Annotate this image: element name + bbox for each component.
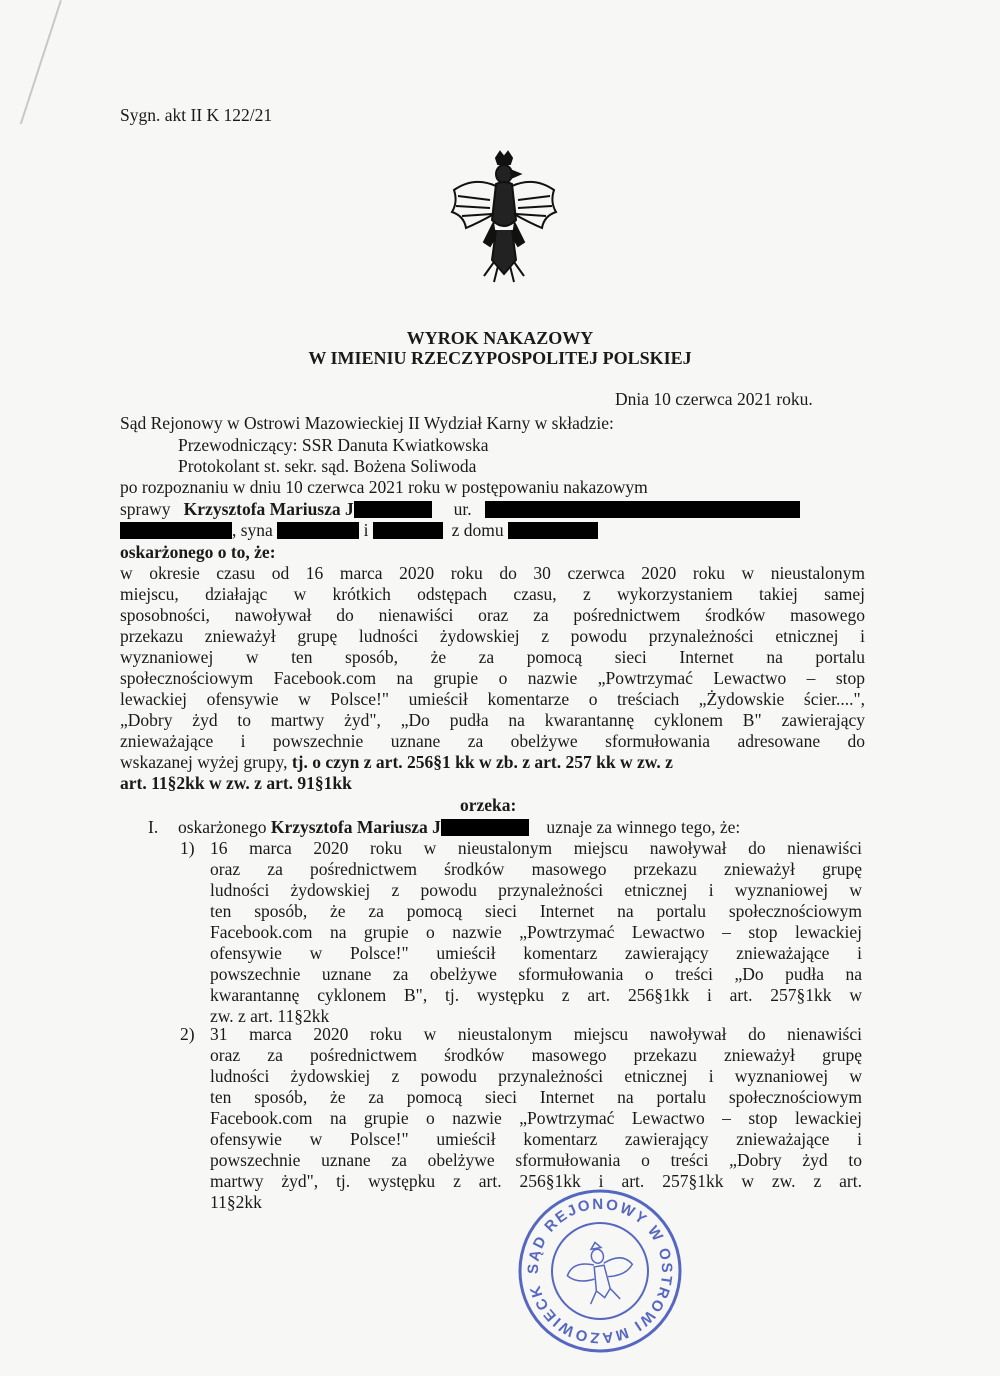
case-line-2: [120, 520, 598, 540]
date-line: Dnia 10 czerwca 2021 roku.: [615, 389, 813, 409]
point-line: zw. z art. 11§2kk: [210, 1006, 330, 1026]
verdict-defendant-name: Krzysztofa Mariusza J: [270, 817, 441, 837]
court-clerk: Protokolant st. sekr. sąd. Bożena Soliwoda: [178, 456, 477, 476]
point-line: 31 marca 2020 roku w nieustalonym miejscu nawoływał do nienawiści: [210, 1024, 862, 1044]
charge-line: miejscu, działając w krótkich odstępach czasu, z wykorzystaniem takiej samej: [120, 584, 865, 604]
charge-line: przekazu znieważył grupę ludności żydowskiej z powodu przynależności etnicznej i: [120, 626, 865, 646]
point-line: 11§2kk: [210, 1192, 262, 1212]
verdict-intro: [178, 817, 740, 837]
point-number: 2): [180, 1024, 195, 1044]
son-of-label: , syna: [232, 520, 273, 540]
court-line: Sąd Rejonowy w Ostrowi Mazowieckiej II Wydział Karny w składzie:: [120, 413, 614, 433]
scan-artifact: [20, 0, 62, 124]
point-line: oraz za pośrednictwem środków masowego przekazu znieważył grupę: [210, 1045, 862, 1065]
charge-line: wyznaniowej w ten sposób, że za pomocą sieci Internet na portalu: [120, 647, 865, 667]
redaction-birthplace: [120, 522, 232, 539]
stamp-text: [515, 1186, 685, 1356]
verdict-intro-suffix: uznaje za winnego tego, że:: [546, 817, 741, 837]
charge-legal-basis: tj. o czyn z art. 256§1 kk w zb. z art. 257 kk w zw. z: [287, 752, 673, 772]
verdict-intro-prefix: oskarżonego: [178, 817, 271, 837]
born-label: ur.: [453, 499, 472, 519]
point-line: 16 marca 2020 roku w nieustalonym miejscu nawoływał do nienawiści: [210, 838, 862, 858]
charge-last-plain: wskazanej wyżej grupy,: [120, 752, 288, 772]
redaction-mother: [373, 522, 443, 539]
point-line: powszechnie uznane za obelżywe sformułowania o treści „Dobry żyd to: [210, 1150, 862, 1170]
point-number: 1): [180, 838, 195, 858]
stamp-inner-ring: [544, 1215, 655, 1326]
polish-eagle-icon: [444, 150, 564, 290]
point-line: martwy żyd", tj. występku z art. 256§1kk i art. 257§1kk w zw. z art.: [210, 1171, 862, 1191]
point-line: ten sposób, że za pomocą sieci Internet na portalu społecznościowym: [210, 901, 862, 921]
redaction-surname: [354, 501, 432, 518]
charge-line: „Dobry żyd to martwy żyd", „Do pudła na kwarantannę cyklonem B" zawierający: [120, 710, 865, 730]
case-prefix: sprawy: [120, 499, 171, 519]
court-stamp: [515, 1186, 685, 1356]
verdict-heading: orzeka:: [460, 795, 517, 815]
verdict-roman-numeral: I.: [148, 817, 159, 837]
nee-label: z domu: [451, 520, 504, 540]
charge-line: znieważające i powszechnie uznane za obelżywe sformułowania adresowane do: [120, 731, 865, 751]
point-line: ludności żydowskiej z powodu przynależności etnicznej i wyznaniowej w: [210, 1066, 862, 1086]
case-line: [120, 499, 800, 519]
charge-line: sposobności, nawoływał do nienawiści oraz za pośrednictwem środków masowego: [120, 605, 865, 625]
point-line: Facebook.com na grupie o nazwie „Powtrzymać Lewactwo – stop lewackiej: [210, 922, 862, 942]
point-line: oraz za pośrednictwem środków masowego przekazu znieważył grupę: [210, 859, 862, 879]
charge-heading: oskarżonego o to, że:: [120, 542, 276, 562]
redaction-birth: [485, 501, 800, 518]
redaction-father: [277, 522, 359, 539]
charge-line: w okresie czasu od 16 marca 2020 roku do 30 czerwca 2020 roku w nieustalonym: [120, 563, 865, 583]
point-line: ludności żydowskiej z powodu przynależności etnicznej i wyznaniowej w: [210, 880, 862, 900]
charge-line: społecznościowym Facebook.com na grupie o nazwie „Powtrzymać Lewactwo – stop: [120, 668, 865, 688]
proceeding-line: po rozpoznaniu w dniu 10 czerwca 2021 roku w postępowaniu nakazowym: [120, 477, 648, 497]
document-title: WYROK NAKAZOWY: [406, 328, 594, 348]
redaction-maiden: [508, 522, 598, 539]
point-line: ofensywie w Polsce!" umieścił komentarz zawierający znieważające i: [210, 1129, 862, 1149]
case-number: Sygn. akt II K 122/21: [120, 105, 273, 125]
defendant-name: Krzysztofa Mariusza J: [183, 499, 354, 519]
redaction-surname-2: [441, 819, 529, 836]
document-subtitle: W IMIENIU RZECZYPOSPOLITEJ POLSKIEJ: [308, 348, 692, 368]
stamp-text-path: SĄD REJONOWY W OSTROWI MAZOWIECKIEJ: [524, 1195, 676, 1347]
point-line: ofensywie w Polsce!" umieścił komentarz zawierający znieważające i: [210, 943, 862, 963]
stamp-eagle-icon: [562, 1237, 637, 1308]
point-line: kwarantannę cyklonem B", tj. występku z art. 256§1kk i art. 257§1kk w: [210, 985, 862, 1005]
charge-line: lewackiej ofensywie w Polsce!" umieścił komentarze o treściach „Żydowskie ścier....",: [120, 689, 865, 709]
point-line: powszechnie uznane za obelżywe sformułowania o treści „Do pudła na: [210, 964, 862, 984]
charge-last-line: [120, 752, 673, 772]
point-line: ten sposób, że za pomocą sieci Internet na portalu społecznościowym: [210, 1087, 862, 1107]
and-label: i: [363, 520, 369, 540]
court-chair: Przewodniczący: SSR Danuta Kwiatkowska: [178, 435, 489, 455]
charge-legal-basis-end: art. 11§2kk w zw. z art. 91§1kk: [120, 773, 352, 793]
point-line: Facebook.com na grupie o nazwie „Powtrzymać Lewactwo – stop lewackiej: [210, 1108, 862, 1128]
